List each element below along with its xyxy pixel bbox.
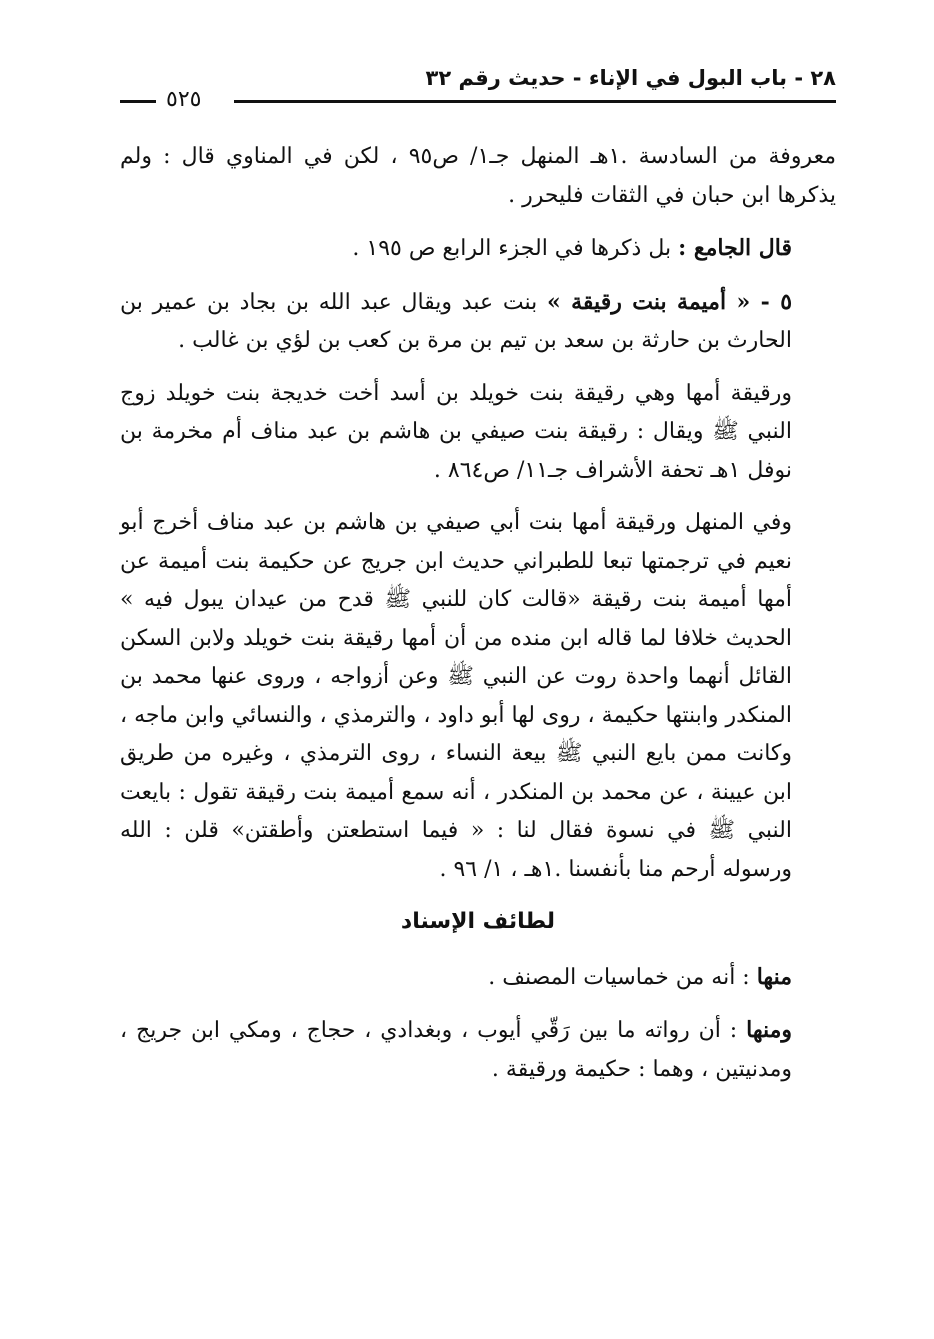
page-number: ٥٢٥ — [166, 87, 202, 112]
section-item-1 — [120, 958, 836, 998]
jami-label: قال الجامع : — [678, 235, 792, 261]
paragraph-continuation — [120, 138, 836, 215]
item-label: ومنها — [746, 1017, 792, 1043]
paragraph-text: معروفة من السادسة .١هـ المنهل جـ١/ ص٩٥ ، لكن في المناوي قال : ولم يذكرها ابن حبان في الثقات فليحرر . — [120, 144, 836, 208]
page-header — [120, 64, 836, 114]
paragraph-text: بنت عبد ويقال عبد الله بن بجاد بن عمير بن الحارث بن حارثة بن سعد بن تيم بن مرة بن كعب بن لؤي بن غالب . — [120, 289, 792, 353]
item-text: : أن رواته ما بين رَقّي أيوب ، وبغدادي ، حجاج ، ومكي ابن جريج ، ومدنيتين ، وهما : حكيمة ورقيقة . — [120, 1018, 792, 1082]
running-title: ٢٨ - باب البول في الإناء - حديث رقم ٣٢ — [425, 66, 836, 90]
body-text — [120, 138, 836, 1103]
narrator-name: ٥ - « أميمة بنت رقيقة » — [546, 288, 793, 315]
paragraph-text: ورقيقة أمها وهي رقيقة بنت خويلد بن أسد أخت خديجة بنت خويلد زوج النبي ﷺ ويقال : رقيقة بنت صيفي بن هاشم بن عبد مناف أم مخرمة بن نوفل ١هـ تحفة الأشراف جـ١١/ ص٨٦٤ . — [120, 380, 792, 483]
paragraph-mother — [120, 375, 836, 491]
header-rule — [234, 100, 836, 103]
paragraph-narrator-5 — [120, 283, 836, 361]
item-text: : أنه من خماسيات المصنف . — [488, 964, 757, 990]
section-heading: لطائف الإسناد — [400, 909, 556, 934]
paragraph-jami-note — [120, 229, 836, 269]
page-number-rule — [120, 100, 156, 103]
paragraph-manhal — [120, 504, 836, 889]
section-item-2 — [120, 1011, 836, 1089]
paragraph-text: بل ذكرها في الجزء الرابع ص ١٩٥ . — [352, 236, 679, 261]
paragraph-text: وفي المنهل ورقيقة أمها بنت أبي صيفي بن هاشم بن عبد مناف أخرج أبو نعيم في ترجمتها تبعا للطبراني حديث ابن جريج عن حكيمة بنت أميمة عن أمها أميمة بنت رقيقة «قالت كان للنبي ﷺ قدح من عيدان يبول فيه » الحديث خلافا لما قاله ابن منده من أن أمها رقيقة بنت خويلد ولابن السكن القائل أنهما واحدة روت عن النبي ﷺ وعن أزواجه ، وروى عنها محمد بن المنكدر وابنتها حكيمة ، روى لها أبو داود ، والترمذي ، والنسائي وابن ماجه ، وكانت ممن بايع النبي ﷺ بيعة النساء ، روى الترمذي ، وغيره من طريق ابن عيينة ، عن محمد بن المنكدر ، أنه سمع أميمة بنت رقيقة تقول : بايعت النبي ﷺ في نسوة فقال لنا : « فيما استطعتن وأطقتن» قلن : الله ورسوله أرحم منا بأنفسنا .١هـ ، ١/ ٩٦ . — [120, 510, 793, 882]
item-label: منها — [756, 963, 792, 990]
